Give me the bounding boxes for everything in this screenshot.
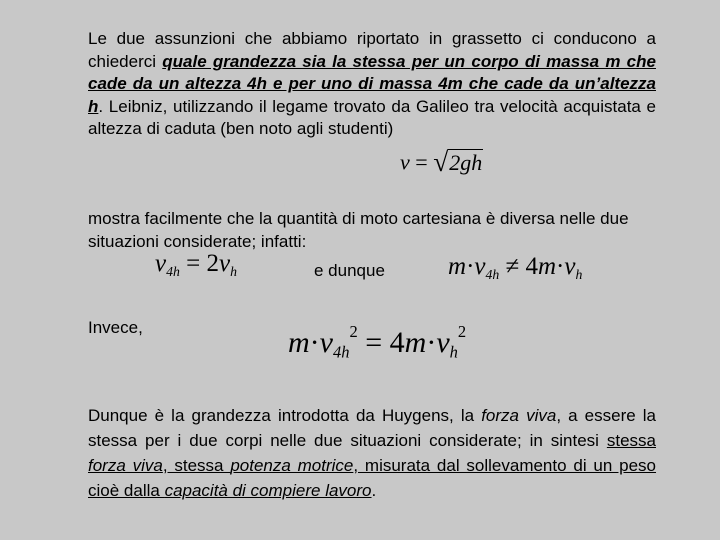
coef-4: 4: [389, 325, 405, 359]
coef-2: 2: [206, 250, 219, 277]
dot-op: ·: [309, 325, 320, 359]
formula-momentum: [448, 253, 582, 283]
formula-v4h: [155, 250, 237, 280]
conclusion-text: Dunque è la grandezza introdotta da Huygens, la: [88, 406, 482, 425]
sup-2b: 2: [457, 322, 467, 341]
underlined-misurata: , misurata dal sollevamento di un peso cioè dalla: [88, 456, 657, 500]
m-symbol-2: m: [404, 325, 427, 359]
sub-h: h: [449, 342, 458, 362]
sub-4h: 4h: [166, 263, 180, 279]
radicand: 2gh: [449, 149, 483, 175]
sub-4h: 4h: [333, 342, 350, 362]
underlined-capacita: capacità di compiere lavoro: [164, 481, 372, 500]
conclusion-text-2: , a essere la stessa per i due corpi nelle due situazioni considerate; in sintesi: [88, 406, 657, 450]
paragraph-conclusion: [88, 403, 656, 503]
m-symbol: m: [288, 325, 310, 359]
formula-velocity: [400, 146, 483, 178]
eq-sign: =: [365, 325, 383, 359]
invece-label: Invece,: [88, 318, 143, 337]
sup-2: 2: [349, 322, 358, 341]
underlined-stessa-2: , stessa: [162, 456, 231, 475]
v-symbol: v: [155, 250, 167, 277]
paragraph-momentum: [88, 208, 656, 253]
sqrt-sign: √2gh: [433, 146, 483, 177]
momentum-text: mostra facilmente che la quantità di moto cartesiana è diversa nelle due situazioni considerate; infatti:: [88, 209, 629, 251]
sub-h: h: [575, 266, 583, 282]
intro-text-cont: . Leibniz, utilizzando il legame trovato da Galileo tra velocità acquistata e altezza di caduta (ben noto agli studenti): [88, 96, 656, 139]
underlined-potenza-motrice: potenza motrice: [230, 456, 354, 475]
m-symbol-2: m: [537, 253, 557, 280]
sub-4h: 4h: [485, 266, 500, 282]
v-symbol: v: [319, 325, 333, 359]
final-period: .: [371, 481, 377, 500]
dot-op-2: ·: [426, 325, 437, 359]
sub-h: h: [230, 263, 237, 279]
underlined-forza-viva: forza viva: [88, 456, 163, 475]
v-symbol-2: v: [218, 250, 231, 277]
eq-sign: =: [186, 250, 201, 277]
key-question: quale grandezza sia la stessa per un corpo di massa m che cade da un altezza 4h e per uno di massa 4m che cade da un’altezza h: [88, 51, 656, 116]
v-symbol: v: [474, 253, 486, 280]
m-symbol: m: [448, 253, 467, 280]
coef-4: 4: [525, 253, 538, 280]
dot-op-2: ·: [556, 253, 565, 280]
formula-vis-viva: [288, 322, 466, 363]
intro-text: Le due assunzioni che abbiamo riportato in grassetto ci conducono a chiederci: [88, 29, 656, 71]
formula-v: v: [400, 149, 410, 175]
neq-sign: ≠: [505, 253, 520, 280]
formula-eq: =: [415, 149, 428, 175]
connector-text: e dunque: [314, 261, 385, 280]
paragraph-intro: [88, 28, 656, 141]
v-symbol-2: v: [436, 325, 450, 359]
underlined-stessa: stessa: [606, 431, 656, 450]
dot-op: ·: [466, 253, 475, 280]
v-symbol-2: v: [564, 253, 576, 280]
forza-viva-term: forza viva: [481, 406, 557, 425]
